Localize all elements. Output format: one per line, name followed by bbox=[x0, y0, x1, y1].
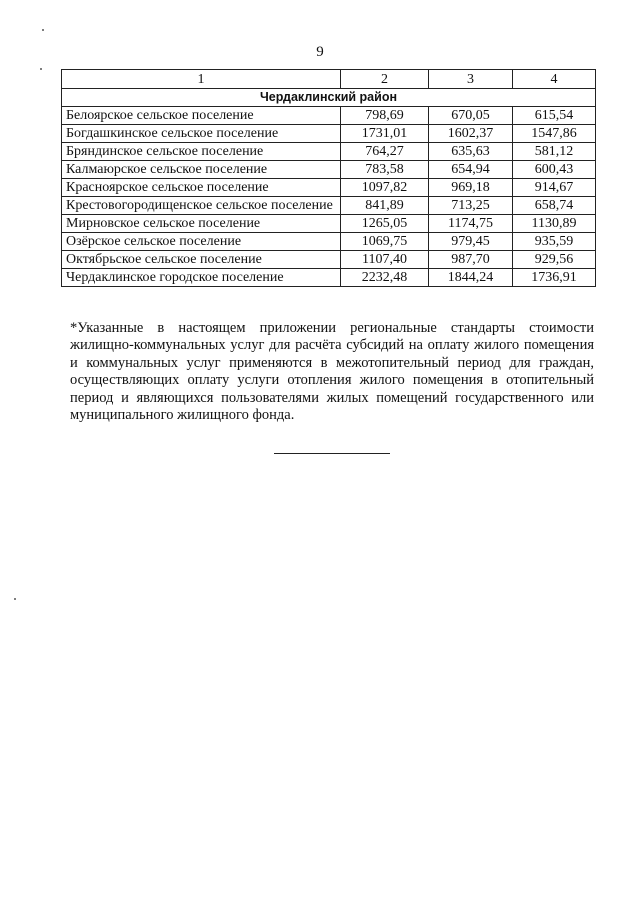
settlement-name: Мирновское сельское поселение bbox=[62, 215, 341, 233]
value-cell: 929,56 bbox=[513, 251, 596, 269]
value-cell: 2232,48 bbox=[341, 269, 429, 287]
scan-speck bbox=[40, 68, 42, 70]
scan-speck bbox=[14, 598, 16, 600]
column-header: 1 bbox=[62, 70, 341, 89]
column-header: 2 bbox=[341, 70, 429, 89]
value-cell: 841,89 bbox=[341, 197, 429, 215]
standards-table bbox=[61, 69, 596, 287]
table-header-row bbox=[62, 70, 596, 89]
table-row bbox=[62, 161, 596, 179]
settlement-name: Бряндинское сельское поселение bbox=[62, 143, 341, 161]
value-cell: 1097,82 bbox=[341, 179, 429, 197]
table-row bbox=[62, 197, 596, 215]
value-cell: 1069,75 bbox=[341, 233, 429, 251]
settlement-name: Крестовогородищенское сельское поселение bbox=[62, 197, 341, 215]
value-cell: 600,43 bbox=[513, 161, 596, 179]
value-cell: 1265,05 bbox=[341, 215, 429, 233]
value-cell: 1736,91 bbox=[513, 269, 596, 287]
scan-speck bbox=[42, 29, 44, 31]
table-row bbox=[62, 233, 596, 251]
value-cell: 935,59 bbox=[513, 233, 596, 251]
value-cell: 987,70 bbox=[429, 251, 513, 269]
region-row bbox=[62, 89, 596, 107]
table-row bbox=[62, 251, 596, 269]
value-cell: 914,67 bbox=[513, 179, 596, 197]
footnote-divider bbox=[274, 453, 390, 454]
value-cell: 581,12 bbox=[513, 143, 596, 161]
value-cell: 635,63 bbox=[429, 143, 513, 161]
value-cell: 654,94 bbox=[429, 161, 513, 179]
settlement-name: Белоярское сельское поселение bbox=[62, 107, 341, 125]
table-row bbox=[62, 179, 596, 197]
value-cell: 798,69 bbox=[341, 107, 429, 125]
value-cell: 1547,86 bbox=[513, 125, 596, 143]
settlement-name: Красноярское сельское поселение bbox=[62, 179, 341, 197]
footnote-text: *Указанные в настоящем приложении региональные стандарты стоимости жилищно-коммунальных услуг для расчёта субсидий на оплату жилого помещения и коммунальных услуг применяются в межотопительный период для граждан, осуществляющих оплату услуги отопления жилого помещения в отопительный период и являющихся пользователями жилых помещений государственного или муниципального жилищного фонда. bbox=[70, 320, 594, 424]
table-row bbox=[62, 125, 596, 143]
settlement-name: Октябрьское сельское поселение bbox=[62, 251, 341, 269]
value-cell: 764,27 bbox=[341, 143, 429, 161]
table-row bbox=[62, 107, 596, 125]
value-cell: 658,74 bbox=[513, 197, 596, 215]
column-header: 4 bbox=[513, 70, 596, 89]
value-cell: 969,18 bbox=[429, 179, 513, 197]
value-cell: 1107,40 bbox=[341, 251, 429, 269]
value-cell: 1602,37 bbox=[429, 125, 513, 143]
page-number: 9 bbox=[316, 44, 324, 60]
settlement-name: Озёрское сельское поселение bbox=[62, 233, 341, 251]
value-cell: 783,58 bbox=[341, 161, 429, 179]
value-cell: 1844,24 bbox=[429, 269, 513, 287]
value-cell: 979,45 bbox=[429, 233, 513, 251]
table-row bbox=[62, 215, 596, 233]
table-row bbox=[62, 269, 596, 287]
value-cell: 615,54 bbox=[513, 107, 596, 125]
value-cell: 713,25 bbox=[429, 197, 513, 215]
column-header: 3 bbox=[429, 70, 513, 89]
value-cell: 1731,01 bbox=[341, 125, 429, 143]
settlement-name: Чердаклинское городское поселение bbox=[62, 269, 341, 287]
value-cell: 1174,75 bbox=[429, 215, 513, 233]
value-cell: 670,05 bbox=[429, 107, 513, 125]
settlement-name: Калмаюрское сельское поселение bbox=[62, 161, 341, 179]
settlement-name: Богдашкинское сельское поселение bbox=[62, 125, 341, 143]
region-title: Чердаклинский район bbox=[62, 89, 596, 107]
value-cell: 1130,89 bbox=[513, 215, 596, 233]
table-row bbox=[62, 143, 596, 161]
